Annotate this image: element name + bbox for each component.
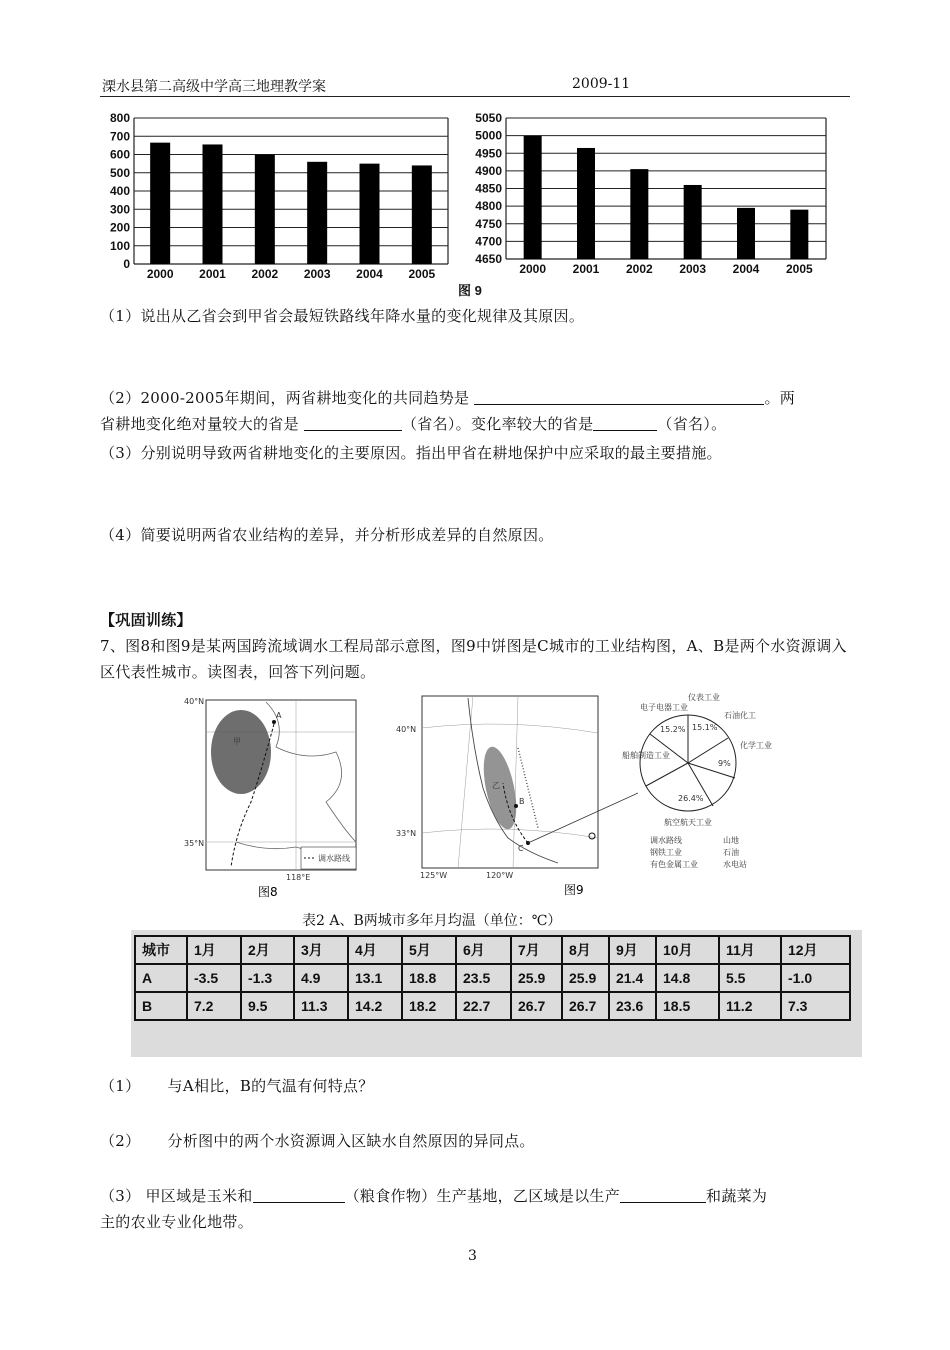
- right-chart-x-tick-label: 2002: [625, 262, 653, 276]
- table-header-cell-12: 12月: [781, 936, 850, 964]
- right-chart-y-tick-label: 4750: [475, 216, 502, 231]
- map8-city-label: A: [276, 711, 282, 720]
- table-header-cell-6: 6月: [456, 936, 511, 964]
- right-chart-x-tick-label: 2004: [732, 262, 760, 276]
- header-divider: [100, 96, 850, 97]
- table-cell-r1-6: 22.7: [456, 992, 511, 1020]
- part2-question-3-text-a: （3） 甲区域是玉米和: [100, 1187, 253, 1205]
- right-chart-x-tick-label: 2000: [519, 262, 547, 276]
- map9-legend-2: 山地: [723, 836, 739, 845]
- table-cell-r1-11: 11.2: [719, 992, 781, 1020]
- left-chart-x-tick-label: 2002: [251, 267, 279, 280]
- table-cell-r1-4: 14.2: [348, 992, 402, 1020]
- left-chart-x-tick-label: 2001: [199, 267, 226, 280]
- table-cell-r0-7: 25.9: [511, 964, 562, 992]
- section-title: 【巩固训练】: [100, 611, 192, 629]
- map8-caption: 图8: [258, 885, 278, 899]
- question-2-text-b: 。两: [764, 389, 796, 407]
- map9-pie-value-3: 9%: [718, 759, 731, 768]
- table-header-cell-3: 3月: [294, 936, 348, 964]
- part2-question-3-text-d: 主的农业专业化地带。: [100, 1213, 254, 1231]
- part2-question-1-number: （1）: [100, 1077, 141, 1095]
- part2-question-3-text-c: 和蔬菜为: [706, 1187, 768, 1205]
- table-cell-r1-7: 26.7: [511, 992, 562, 1020]
- map9-lon-right: 120°W: [486, 871, 514, 880]
- table-cell-r0-1: -3.5: [187, 964, 241, 992]
- right-chart-bar: [630, 169, 648, 259]
- map8-legend-text: 调水路线: [318, 854, 350, 863]
- table-header-cell-2: 2月: [241, 936, 294, 964]
- map9-lon-left: 125°W: [420, 871, 448, 880]
- map9-pie-label-3: 石油化工: [724, 711, 756, 720]
- table-header-cell-9: 9月: [609, 936, 656, 964]
- document-header-date: 2009-11: [572, 76, 631, 92]
- right-chart-y-tick-label: 5000: [475, 128, 502, 143]
- answer-blank-product[interactable]: [620, 1186, 706, 1203]
- map9-city-c-label: C: [518, 844, 524, 853]
- left-chart-x-tick-label: 2000: [146, 267, 174, 280]
- map9-pie-label-2: 仪表工业: [688, 693, 720, 702]
- table-cell-r1-3: 11.3: [294, 992, 348, 1020]
- table-cell-r0-5: 18.8: [402, 964, 456, 992]
- map9-pie-value-4: 26.4%: [678, 794, 704, 803]
- map8-city-a: [272, 720, 276, 724]
- map9-legend-4: 石油: [723, 848, 739, 857]
- table-header-cell-0: 城市: [135, 936, 187, 964]
- table-cell-r0-3: 4.9: [294, 964, 348, 992]
- question-1: （1）说出从乙省会到甲省会最短铁路线年降水量的变化规律及其原因。: [100, 307, 585, 325]
- right-chart-y-tick-label: 5050: [475, 111, 502, 125]
- answer-blank-province-absolute[interactable]: [304, 414, 402, 431]
- left-chart-x-tick-label: 2003: [303, 267, 331, 280]
- table-header-cell-5: 5月: [402, 936, 456, 964]
- left-chart-y-tick-label: 400: [109, 184, 130, 198]
- left-chart-x-tick-label: 2005: [408, 267, 436, 280]
- map-figure-9: [388, 688, 772, 902]
- table-cell-r1-5: 18.2: [402, 992, 456, 1020]
- table-cell-r1-1: 7.2: [187, 992, 241, 1020]
- left-chart-bar: [412, 165, 432, 264]
- table-cell-r0-4: 13.1: [348, 964, 402, 992]
- table-cell-r0-8: 25.9: [562, 964, 609, 992]
- part2-question-3-text-b: （粮食作物）生产基地，乙区域是以生产: [344, 1187, 621, 1205]
- table-header-cell-1: 1月: [187, 936, 241, 964]
- left-chart-bar: [203, 144, 223, 264]
- table-cell-r0-9: 21.4: [609, 964, 656, 992]
- answer-blank-trend[interactable]: [474, 388, 764, 405]
- part2-question-2-text: 分析图中的两个水资源调入区缺水自然原因的异同点。: [167, 1132, 535, 1150]
- map9-pie-label-4: 化学工业: [740, 741, 772, 750]
- table-header-cell-11: 11月: [719, 936, 781, 964]
- table-row-a: [135, 964, 850, 992]
- right-chart-bar: [790, 210, 808, 259]
- table-header-row: [135, 936, 850, 964]
- table-cell-r1-10: 18.5: [656, 992, 719, 1020]
- right-chart-y-tick-label: 4650: [475, 252, 502, 266]
- table-cell-r1-2: 9.5: [241, 992, 294, 1020]
- map9-pie-value-1: 15.2%: [660, 725, 686, 734]
- right-chart-y-tick-label: 4850: [475, 181, 502, 196]
- map9-legend-1: 调水路线: [650, 836, 682, 845]
- map9-city-b-label: B: [519, 797, 525, 806]
- left-chart-y-tick-label: 800: [109, 111, 130, 125]
- right-chart-y-tick-label: 4800: [475, 199, 502, 214]
- left-chart-y-tick-label: 0: [123, 257, 130, 271]
- table-header-cell-10: 10月: [656, 936, 719, 964]
- map9-lat-bottom: 33°N: [396, 829, 417, 838]
- table-cell-r0-11: 5.5: [719, 964, 781, 992]
- map9-legend-3: 钢铁工业: [650, 848, 682, 857]
- question-2-text-c: 省耕地变化绝对量较大的省是: [100, 415, 299, 433]
- table-cell-r0-12: -1.0: [781, 964, 850, 992]
- page-number: 3: [468, 1248, 477, 1264]
- table-cell-r1-8: 26.7: [562, 992, 609, 1020]
- bar-chart-right: [460, 108, 830, 280]
- right-chart-x-tick-label: 2003: [679, 262, 707, 276]
- question-4: （4）简要说明两省农业结构的差异，并分析形成差异的自然原因。: [100, 526, 554, 544]
- left-chart-y-tick-label: 700: [109, 129, 130, 144]
- figure-9-caption: 图 9: [458, 283, 482, 298]
- map8-zone-jia: [211, 710, 271, 794]
- table-cell-r1-12: 7.3: [781, 992, 850, 1020]
- left-chart-x-tick-label: 2004: [356, 267, 383, 280]
- map8-lon: 118°E: [286, 873, 311, 882]
- left-chart-y-tick-label: 500: [109, 165, 130, 180]
- map9-legend-6: 水电站: [723, 860, 747, 869]
- left-chart-y-tick-label: 200: [109, 220, 130, 235]
- right-chart-y-tick-label: 4900: [475, 163, 502, 178]
- map9-zone-label: 乙: [492, 781, 500, 790]
- table-row-b: [135, 992, 850, 1020]
- map9-lat-top: 40°N: [396, 725, 417, 734]
- table-cell-r1-0: B: [135, 992, 187, 1020]
- table-cell-r1-9: 23.6: [609, 992, 656, 1020]
- left-chart-y-tick-label: 600: [109, 147, 130, 162]
- right-chart-bar: [684, 185, 702, 259]
- part2-question-1: [100, 1073, 852, 1099]
- left-chart-bar: [150, 143, 170, 264]
- question-3: （3）分别说明导致两省耕地变化的主要原因。指出甲省在耕地保护中应采取的最主要措施。: [100, 444, 722, 462]
- map9-pie-label-1: 电子电器工业: [640, 703, 688, 712]
- part2-question-2: [100, 1128, 852, 1154]
- right-chart-bar: [524, 136, 542, 259]
- part2-question-2-number: （2）: [100, 1132, 141, 1150]
- map9-pie-label-5: 航空航天工业: [664, 818, 712, 827]
- bar-chart-left: [98, 108, 453, 280]
- right-chart-bar: [737, 208, 755, 259]
- answer-blank-province-rate[interactable]: [593, 414, 657, 431]
- table-2-caption: 表2 A、B两城市多年月均温（单位：℃）: [302, 913, 562, 929]
- question-7-intro: 7、图8和图9是某两国跨流域调水工程局部示意图，图9中饼图是C城市的工业结构图，A、B是两个水资源调入区代表性城市。读图表，回答下列问题。: [100, 637, 847, 681]
- left-chart-bar: [255, 155, 275, 265]
- map9-legend-5: 有色金属工业: [650, 860, 698, 869]
- map8-zone-label: 甲: [233, 737, 241, 746]
- document-header-title: 溧水县第二高级中学高三地理教学案: [102, 79, 326, 95]
- right-chart-x-tick-label: 2001: [572, 262, 600, 276]
- right-chart-bar: [577, 148, 595, 259]
- map9-pie-label-6: 船舶制造工业: [622, 751, 670, 760]
- table-header-cell-4: 4月: [348, 936, 402, 964]
- map9-city-b: [514, 804, 518, 808]
- part2-question-3: [100, 1183, 852, 1235]
- table-cell-r0-10: 14.8: [656, 964, 719, 992]
- table-header-cell-7: 7月: [511, 936, 562, 964]
- table-cell-r0-0: A: [135, 964, 187, 992]
- right-chart-y-tick-label: 4950: [475, 146, 502, 161]
- question-2-text-d: （省名）。变化率较大的省是: [401, 415, 594, 433]
- answer-blank-grain-crop[interactable]: [253, 1186, 345, 1203]
- table-cell-r0-6: 23.5: [456, 964, 511, 992]
- map8-lat-bottom: 35°N: [184, 839, 205, 848]
- temperature-table: [134, 935, 851, 1021]
- right-chart-x-tick-label: 2005: [785, 262, 813, 276]
- question-2-text-a: （2）2000-2005年期间，两省耕地变化的共同趋势是: [100, 389, 470, 407]
- left-chart-bar: [360, 164, 380, 264]
- part2-question-1-text: 与A相比，B的气温有何特点？: [167, 1077, 374, 1095]
- left-chart-y-tick-label: 100: [109, 238, 130, 253]
- question-2-text-e: （省名）。: [657, 415, 727, 433]
- left-chart-y-tick-label: 300: [109, 202, 130, 217]
- map9-caption: 图9: [564, 883, 584, 897]
- map8-lat-top: 40°N: [184, 697, 205, 706]
- map-figure-8: [176, 692, 362, 902]
- right-chart-y-tick-label: 4700: [475, 234, 502, 249]
- table-header-cell-8: 8月: [562, 936, 609, 964]
- question-2: [100, 385, 852, 437]
- left-chart-bar: [307, 162, 327, 264]
- table-cell-r0-2: -1.3: [241, 964, 294, 992]
- map9-pie-value-2: 15.1%: [692, 723, 718, 732]
